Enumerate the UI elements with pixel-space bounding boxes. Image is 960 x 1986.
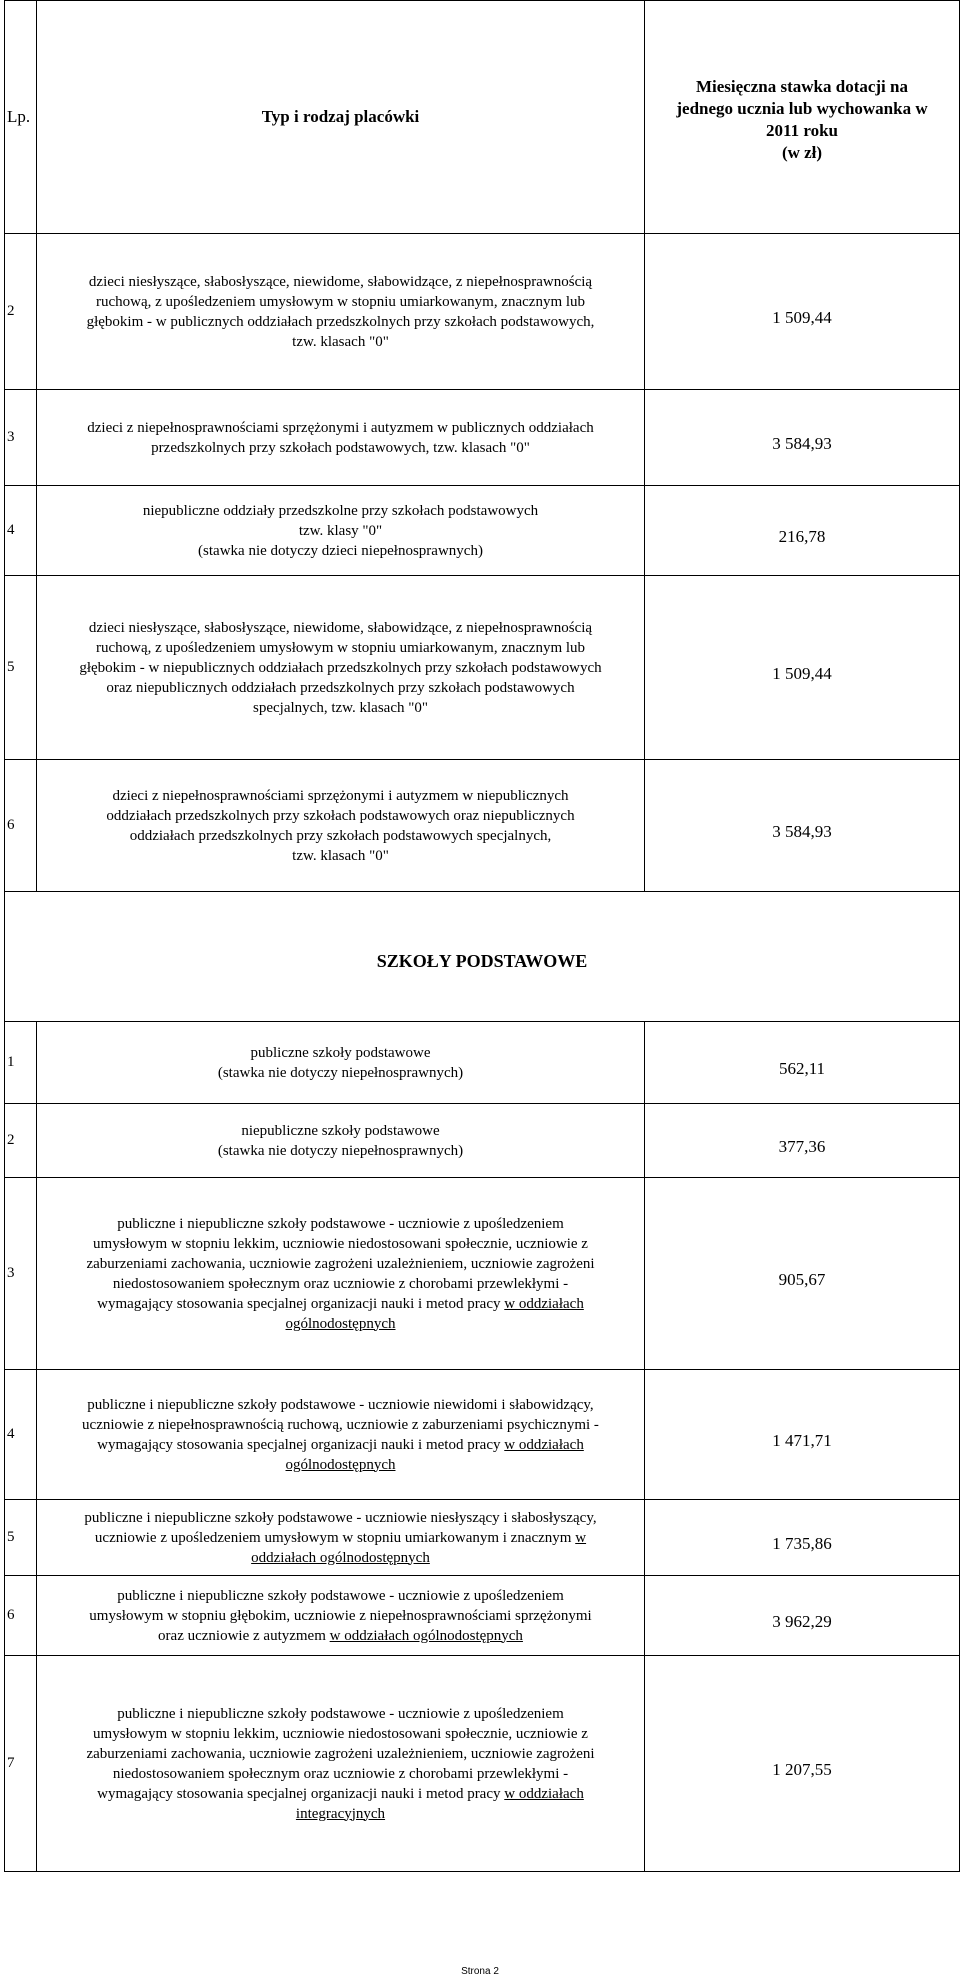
description-line: dzieci niesłyszące, słabosłyszące, niewidome, słabowidzące, z niepełnosprawnością [88, 273, 593, 290]
section-row [5, 892, 960, 1022]
description-text-underlined: w oddziałach [504, 1436, 584, 1453]
header-rate [645, 1, 960, 234]
row-rate [645, 1500, 960, 1576]
rate-value: 3 584,93 [772, 433, 832, 453]
row-number: 5 [5, 1500, 37, 1576]
description-line: ogólnodostępnych [285, 1315, 396, 1332]
row-number: 3 [5, 1178, 37, 1370]
row-number: 3 [5, 390, 37, 486]
header-rate-line3: 2011 roku [766, 121, 838, 140]
row-description [37, 760, 645, 892]
rate-value: 3 962,29 [772, 1611, 832, 1631]
rate-value: 1 735,86 [772, 1533, 832, 1553]
header-rate-line1: Miesięczna stawka dotacji na [695, 77, 908, 96]
description-text: wymagający stosowania specjalnej organizacji nauki i metod pracy [97, 1295, 505, 1312]
description-line: publiczne i niepubliczne szkoły podstawowe - uczniowie niewidomi i słabowidzący, [87, 1396, 594, 1413]
row-description [37, 1656, 645, 1872]
row-number: 7 [5, 1656, 37, 1872]
description-line: ruchową, z upośledzeniem umysłowym w stopniu umiarkowanym, znacznym lub [95, 639, 586, 656]
table-row [5, 1656, 960, 1872]
description-line: oddziałach ogólnodostępnych [251, 1549, 430, 1566]
description-line: oddziałach przedszkolnych przy szkołach podstawowych oraz niepublicznych [106, 807, 575, 824]
table-row [5, 390, 960, 486]
row-rate [645, 1576, 960, 1656]
row-rate [645, 234, 960, 390]
description-line: głębokim - w publicznych oddziałach przedszkolnych przy szkołach podstawowych, [86, 313, 595, 330]
description-line: zaburzeniami zachowania, uczniowie zagrożeni uzależnieniem, uczniowie zagrożeni [86, 1255, 595, 1272]
table-row [5, 1370, 960, 1500]
description-text-underlined: w oddziałach ogólnodostępnych [329, 1627, 523, 1644]
header-lp: Lp. [5, 1, 37, 234]
description-text: wymagający stosowania specjalnej organizacji nauki i metod pracy [97, 1436, 505, 1453]
description-line: dzieci niesłyszące, słabosłyszące, niewidome, słabowidzące, z niepełnosprawnością [88, 619, 593, 636]
row-description [37, 390, 645, 486]
description-line: umysłowym w stopniu lekkim, uczniowie niedostosowani społecznie, uczniowie z [93, 1725, 588, 1742]
row-description [37, 1104, 645, 1178]
description-line: dzieci z niepełnosprawnościami sprzężonymi i autyzmem w niepublicznych [112, 787, 569, 804]
description-line: publiczne szkoły podstawowe [250, 1044, 431, 1061]
rate-value: 216,78 [778, 526, 826, 546]
rate-value: 1 509,44 [772, 307, 832, 327]
row-description [37, 1178, 645, 1370]
row-number: 5 [5, 576, 37, 760]
description-line [43, 1528, 638, 1548]
table-row [5, 1178, 960, 1370]
row-number: 2 [5, 234, 37, 390]
row-rate [645, 576, 960, 760]
row-rate [645, 1370, 960, 1500]
rate-value: 562,11 [778, 1058, 826, 1078]
rate-value: 1 471,71 [772, 1430, 832, 1450]
description-line: oddziałach przedszkolnych przy szkołach podstawowych specjalnych, [129, 827, 552, 844]
row-description [37, 1500, 645, 1576]
description-line: umysłowym w stopniu głębokim, uczniowie z niepełnosprawnościami sprzężonymi [89, 1607, 592, 1624]
description-line: publiczne i niepubliczne szkoły podstawowe - uczniowie z upośledzeniem [117, 1587, 564, 1604]
table-row [5, 234, 960, 390]
row-rate [645, 390, 960, 486]
page-footer: Strona 2 [461, 1966, 499, 1977]
subsidy-table [4, 0, 960, 1872]
description-line [43, 1435, 638, 1455]
description-line: umysłowym w stopniu lekkim, uczniowie niedostosowani społecznie, uczniowie z [93, 1235, 588, 1252]
rate-value: 377,36 [778, 1136, 826, 1156]
description-line: integracyjnych [295, 1805, 386, 1822]
description-text-underlined: w [575, 1529, 587, 1546]
table-row [5, 1104, 960, 1178]
table-row [5, 576, 960, 760]
description-line [43, 1784, 638, 1804]
table-row [5, 1022, 960, 1104]
description-line [43, 1294, 638, 1314]
table-row [5, 1500, 960, 1576]
row-number: 6 [5, 1576, 37, 1656]
description-text: oraz uczniowie z autyzmem [158, 1627, 330, 1644]
description-line: (stawka nie dotyczy niepełnosprawnych) [217, 1142, 464, 1159]
description-line: publiczne i niepubliczne szkoły podstawowe - uczniowie niesłyszący i słabosłyszący, [84, 1509, 597, 1526]
description-line: publiczne i niepubliczne szkoły podstawowe - uczniowie z upośledzeniem [117, 1215, 564, 1232]
rate-value: 1 509,44 [772, 663, 832, 683]
row-rate [645, 1104, 960, 1178]
row-rate [645, 1656, 960, 1872]
description-text: wymagający stosowania specjalnej organizacji nauki i metod pracy [97, 1785, 505, 1802]
row-rate [645, 486, 960, 576]
description-line: niedostosowaniem społecznym oraz uczniowie z chorobami przewlekłymi - [112, 1765, 569, 1782]
description-line: głębokim - w niepublicznych oddziałach przedszkolnych przy szkołach podstawowych [79, 659, 602, 676]
row-description [37, 1022, 645, 1104]
table-row [5, 1576, 960, 1656]
description-line: ruchową, z upośledzeniem umysłowym w stopniu umiarkowanym, znacznym lub [95, 293, 586, 310]
description-line: zaburzeniami zachowania, uczniowie zagrożeni uzależnieniem, uczniowie zagrożeni [86, 1745, 595, 1762]
header-type: Typ i rodzaj placówki [37, 1, 645, 234]
row-description [37, 234, 645, 390]
description-line [43, 1626, 638, 1646]
description-line: (stawka nie dotyczy niepełnosprawnych) [217, 1064, 464, 1081]
row-rate [645, 1178, 960, 1370]
description-line: tzw. klasach "0" [292, 847, 389, 864]
row-rate [645, 1022, 960, 1104]
description-line: ogólnodostępnych [285, 1456, 396, 1473]
rate-value: 3 584,93 [772, 821, 832, 841]
description-text: uczniowie z upośledzeniem umysłowym w stopniu umiarkowanym i znacznym [94, 1529, 576, 1546]
description-line: uczniowie z niepełnosprawnością ruchową, uczniowie z zaburzeniami psychicznymi - [82, 1416, 599, 1433]
header-rate-line4: (w zł) [781, 143, 823, 162]
description-line: niepubliczne oddziały przedszkolne przy szkołach podstawowych [142, 502, 539, 519]
row-number: 4 [5, 1370, 37, 1500]
section-title: SZKOŁY PODSTAWOWE [5, 892, 960, 1022]
description-text-underlined: w oddziałach [504, 1295, 584, 1312]
header-rate-line2: jednego ucznia lub wychowanka w [676, 99, 928, 118]
description-text-underlined: w oddziałach [504, 1785, 584, 1802]
table-header-row [5, 1, 960, 234]
description-line: niepubliczne szkoły podstawowe [241, 1122, 440, 1139]
description-line: dzieci z niepełnosprawnościami sprzężonymi i autyzmem w publicznych oddziałach [87, 419, 594, 436]
description-line: niedostosowaniem społecznym oraz uczniowie z chorobami przewlekłymi - [112, 1275, 569, 1292]
rate-value: 905,67 [778, 1269, 826, 1289]
row-description [37, 1370, 645, 1500]
row-rate [645, 760, 960, 892]
description-line: oraz niepublicznych oddziałach przedszkolnych przy szkołach podstawowych [106, 679, 575, 696]
row-description [37, 576, 645, 760]
rate-value: 1 207,55 [772, 1759, 832, 1779]
description-line: (stawka nie dotyczy dzieci niepełnosprawnych) [198, 542, 483, 559]
row-description [37, 1576, 645, 1656]
table-row [5, 760, 960, 892]
description-line: publiczne i niepubliczne szkoły podstawowe - uczniowie z upośledzeniem [117, 1705, 564, 1722]
table-row [5, 486, 960, 576]
description-line: przedszkolnych przy szkołach podstawowych, tzw. klasach "0" [151, 439, 530, 456]
description-line: tzw. klasach "0" [292, 333, 389, 350]
row-number: 4 [5, 486, 37, 576]
row-number: 1 [5, 1022, 37, 1104]
row-description [37, 486, 645, 576]
description-line: tzw. klasy "0" [298, 522, 383, 539]
row-number: 2 [5, 1104, 37, 1178]
description-line: specjalnych, tzw. klasach "0" [253, 699, 428, 716]
row-number: 6 [5, 760, 37, 892]
